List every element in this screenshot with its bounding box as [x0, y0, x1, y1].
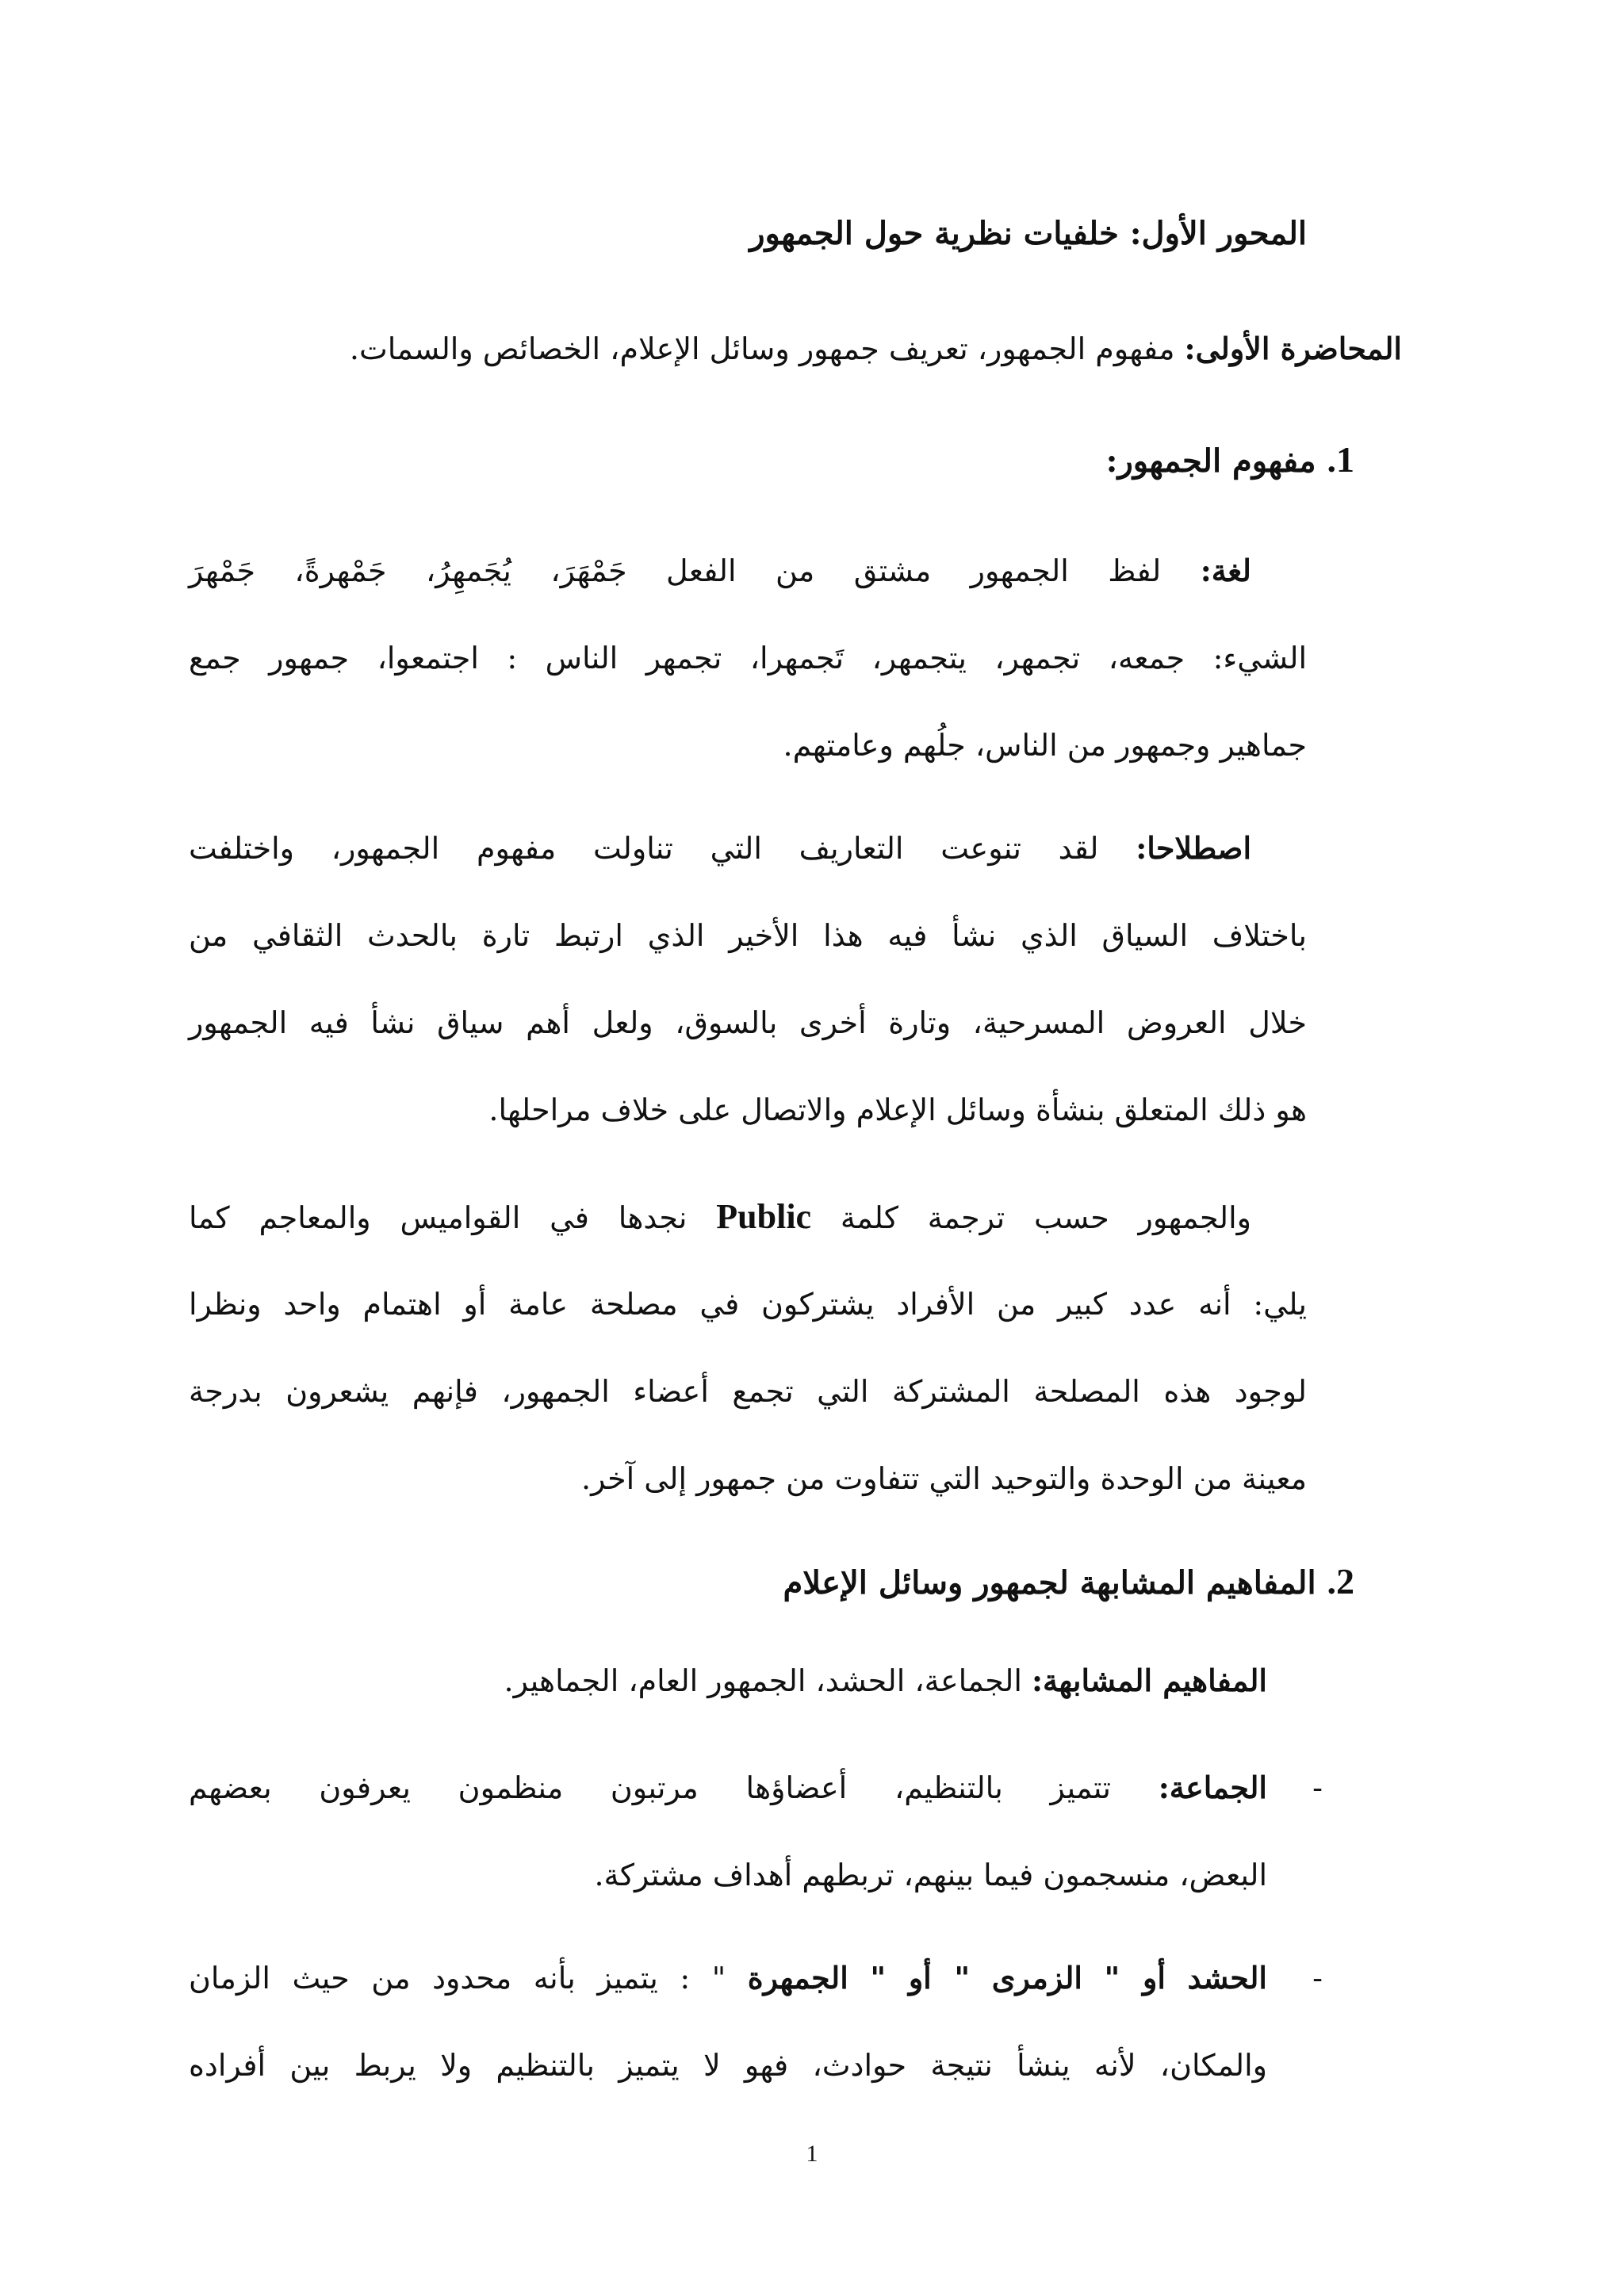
bullet-2-line-2: والمكان، لأنه ينشأ نتيجة حوادث، فهو لا يتميز بالتنظيم ولا يربط بين أفراده: [189, 2048, 1267, 2083]
istilahan-label: اصطلاحا:: [1136, 830, 1251, 866]
lugha-line-3: جماهير وجمهور من الناس، جلُهم وعامتهم.: [783, 728, 1307, 763]
bullet-1-dash: -: [1312, 1770, 1323, 1805]
similar-concepts-label: المفاهيم المشابهة:: [1031, 1663, 1267, 1698]
public-word: Public: [716, 1197, 812, 1236]
section-2-number: 2.: [1327, 1561, 1354, 1601]
public-line-1: والجمهور حسب ترجمة كلمة Public نجدها في القواميس والمعاجم كما: [189, 1197, 1251, 1236]
page-number: 1: [806, 2141, 818, 2167]
bullet-1-label: الجماعة:: [1158, 1770, 1267, 1805]
lugha-line-1: لغة: لفظ الجمهور مشتق من الفعل جَمْهَرَ، يُجَمهِرُ، جَمْهرةً، جَمْهرَ: [189, 553, 1251, 588]
istilahan-line-4: هو ذلك المتعلق بنشأة وسائل الإعلام والاتصال على خلاف مراحلها.: [488, 1093, 1307, 1127]
bullet-2-line-1: الحشد أو " الزمرى " أو " الجمهرة " : يتميز بأنه محدود من حيث الزمان: [189, 1960, 1267, 1996]
lecture-line: [350, 325, 1402, 373]
public-line-2: يلي: أنه عدد كبير من الأفراد يشتركون في مصلحة عامة أو اهتمام واحد ونظرا: [189, 1287, 1307, 1322]
bullet-2-dash: -: [1312, 1961, 1323, 1996]
bullet-1-line-2: البعض، منسجمون فيما بينهم، تربطهم أهداف مشتركة.: [594, 1858, 1267, 1892]
istilahan-line-1: اصطلاحا: لقد تنوعت التعاريف التي تناولت مفهوم الجمهور، واختلفت: [189, 830, 1251, 866]
lecture-text: مفهوم الجمهور، تعريف جمهور وسائل الإعلام، الخصائص والسمات.: [349, 331, 1175, 366]
section-1-heading: [1106, 436, 1354, 485]
public-line-3: لوجود هذه المصلحة المشتركة التي تجمع أعضاء الجمهور، فإنهم يشعرون بدرجة: [189, 1374, 1307, 1409]
lugha-line-2: الشيء: جمعه، تجمهر، يتجمهر، تَجمهرا، تجمهر الناس : اجتمعوا، جمهور جمع: [189, 641, 1308, 675]
public-line-4: معينة من الوحدة والتوحيد التي تتفاوت من جمهور إلى آخر.: [581, 1461, 1307, 1496]
section-1-title: مفهوم الجمهور:: [1105, 442, 1316, 480]
istilahan-line-2: باختلاف السياق الذي نشأ فيه هذا الأخير الذي ارتبط تارة بالحدث الثقافي من: [189, 918, 1307, 953]
lugha-label: لغة:: [1200, 553, 1251, 588]
lecture-label: المحاضرة الأولى:: [1184, 331, 1402, 366]
axis-title: المحور الأول: خلفيات نظرية حول الجمهور: [749, 215, 1307, 252]
similar-concepts-text: الجماعة، الحشد، الجمهور العام، الجماهير.: [504, 1663, 1022, 1698]
section-1-number: 1.: [1327, 439, 1354, 480]
istilahan-line-3: خلال العروض المسرحية، وتارة أخرى بالسوق، ولعل أهم سياق نشأ فيه الجمهور: [189, 1005, 1307, 1040]
similar-concepts-line: [504, 1657, 1267, 1705]
bullet-1-line-1: الجماعة: تتميز بالتنظيم، أعضاؤها مرتبون منظمون يعرفون بعضهم: [189, 1770, 1267, 1805]
section-2-heading: [783, 1558, 1354, 1607]
section-2-title: المفاهيم المشابهة لجمهور وسائل الإعلام: [783, 1564, 1316, 1601]
